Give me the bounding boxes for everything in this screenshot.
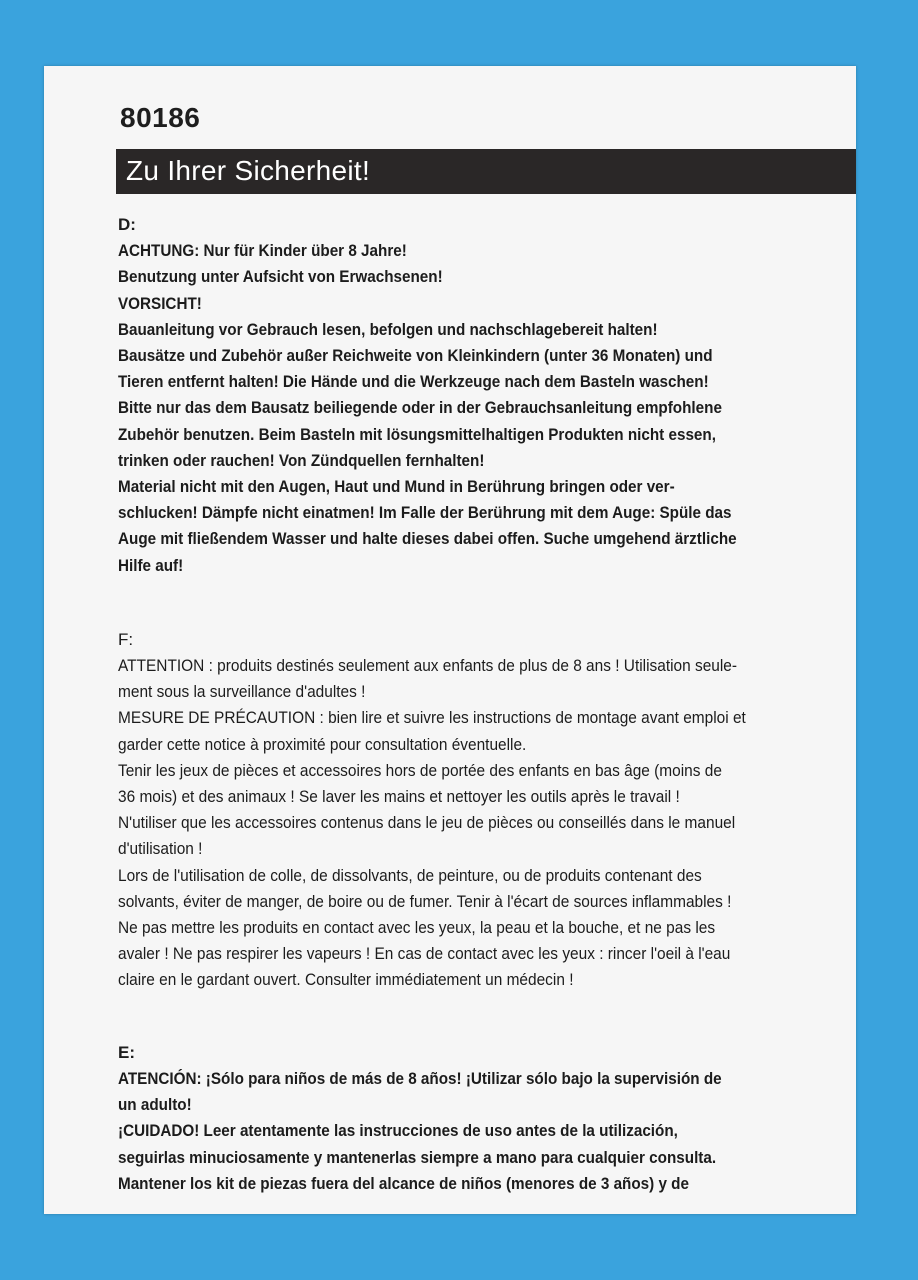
text-line: Tieren entfernt halten! Die Hände und die Werkzeuge nach dem Basteln waschen! <box>118 373 709 392</box>
text-line: Ne pas mettre les produits en contact avec les yeux, la peau et la bouche, et ne pas les <box>118 918 716 938</box>
text-line: Benutzung unter Aufsicht von Erwachsenen! <box>118 268 443 287</box>
text-line: solvants, éviter de manger, de boire ou de fumer. Tenir à l'écart de sources inflammables ! <box>118 891 732 911</box>
instruction-sheet <box>44 66 856 1214</box>
text-line: Lors de l'utilisation de colle, de dissolvants, de peinture, ou de produits contenant des <box>118 865 702 885</box>
title-banner <box>116 149 856 194</box>
section-french <box>118 627 830 994</box>
product-code: 80186 <box>120 102 201 133</box>
text-line: VORSICHT! <box>118 294 202 313</box>
text-line: seguirlas minuciosamente y mantenerlas siempre a mano para cualquier consulta. <box>118 1148 717 1167</box>
safety-content <box>118 212 830 1197</box>
language-label-de: D: <box>118 215 136 234</box>
text-line: un adulto! <box>118 1096 192 1115</box>
text-line: ment sous la surveillance d'adultes ! <box>118 682 366 702</box>
text-line: ATENCIÓN: ¡Sólo para niños de más de 8 años! ¡Utilizar sólo bajo la supervisión de <box>118 1069 722 1088</box>
language-label-fr: F: <box>118 629 134 649</box>
text-line: Zubehör benutzen. Beim Basteln mit lösungsmittelhaltigen Produkten nicht essen, <box>118 425 716 444</box>
text-line: avaler ! Ne pas respirer les vapeurs ! En cas de contact avec les yeux : rincer l'oeil à l'eau <box>118 944 731 964</box>
text-line: Tenir les jeux de pièces et accessoires hors de portée des enfants en bas âge (moins de <box>118 760 722 780</box>
language-label-es: E: <box>118 1042 135 1062</box>
text-line: ACHTUNG: Nur für Kinder über 8 Jahre! <box>118 242 407 261</box>
text-line: ATTENTION : produits destinés seulement aux enfants de plus de 8 ans ! Utilisation seule- <box>118 656 738 676</box>
text-line: d'utilisation ! <box>118 839 203 859</box>
text-line: Auge mit fließendem Wasser und halte dieses dabei offen. Suche umgehend ärztliche <box>118 530 737 549</box>
text-line: Material nicht mit den Augen, Haut und Mund in Berührung bringen oder ver- <box>118 478 675 497</box>
text-line: schlucken! Dämpfe nicht einatmen! Im Falle der Berührung mit dem Auge: Spüle das <box>118 504 732 523</box>
text-line: garder cette notice à proximité pour consultation éventuelle. <box>118 734 527 754</box>
text-line: trinken oder rauchen! Von Zündquellen fernhalten! <box>118 451 485 470</box>
section-german <box>118 212 830 579</box>
text-line: 36 mois) et des animaux ! Se laver les mains et nettoyer les outils après le travail ! <box>118 787 680 807</box>
text-line: Mantener los kit de piezas fuera del alcance de niños (menores de 3 años) y de <box>118 1174 689 1193</box>
section-spanish <box>118 1040 830 1197</box>
text-line: N'utiliser que les accessoires contenus dans le jeu de pièces ou conseillés dans le manuel <box>118 813 736 833</box>
text-line: Hilfe auf! <box>118 556 184 575</box>
text-line: claire en le gardant ouvert. Consulter immédiatement un médecin ! <box>118 970 574 990</box>
text-line: ¡CUIDADO! Leer atentamente las instrucciones de uso antes de la utilización, <box>118 1122 678 1141</box>
text-line: Bausätze und Zubehör außer Reichweite von Kleinkindern (unter 36 Monaten) und <box>118 347 713 366</box>
text-line: Bitte nur das dem Bausatz beiliegende oder in der Gebrauchsanleitung empfohlene <box>118 399 722 418</box>
page-title: Zu Ihrer Sicherheit! <box>126 155 371 186</box>
text-line: MESURE DE PRÉCAUTION : bien lire et suivre les instructions de montage avant emploi et <box>118 708 746 728</box>
text-line: Bauanleitung vor Gebrauch lesen, befolgen und nachschlagebereit halten! <box>118 320 658 339</box>
